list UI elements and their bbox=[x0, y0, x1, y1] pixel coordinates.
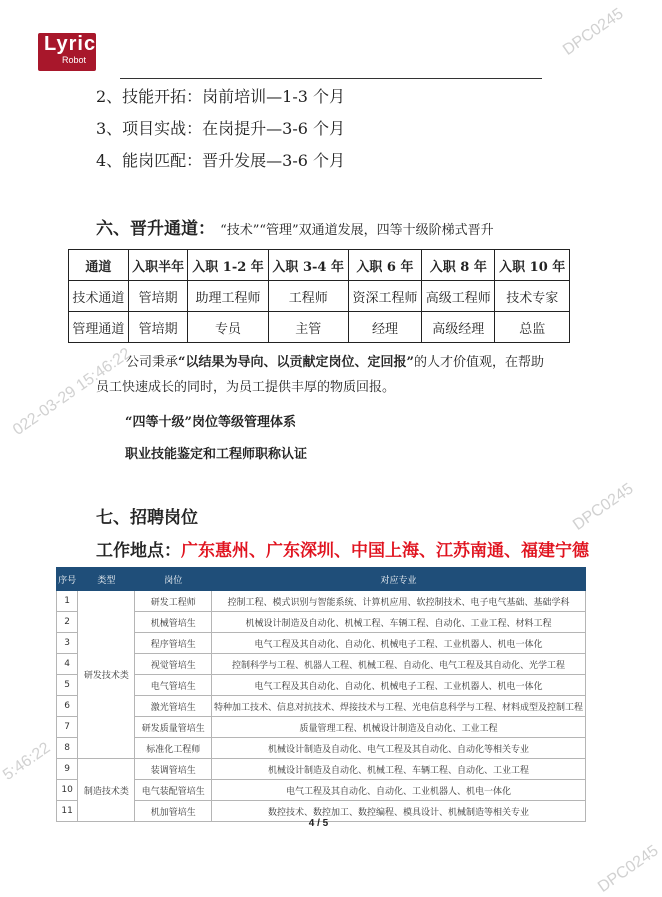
promotion-table-header bbox=[69, 250, 570, 281]
promo-cell: 管理通道 bbox=[69, 312, 129, 343]
job-majors: 机械设计制造及自动化、电气工程及其自动化、自动化等相关专业 bbox=[211, 738, 585, 759]
row-number: 8 bbox=[57, 738, 78, 759]
row-number: 1 bbox=[57, 591, 78, 612]
table-row bbox=[57, 675, 586, 696]
promo-cell: 管培期 bbox=[128, 312, 188, 343]
promo-cell: 技术专家 bbox=[495, 281, 570, 312]
promo-cell: 助理工程师 bbox=[188, 281, 268, 312]
promo-cell: 高级经理 bbox=[422, 312, 495, 343]
jobs-header-cell: 对应专业 bbox=[211, 568, 585, 591]
job-position: 机加管培生 bbox=[135, 801, 212, 822]
section-6-heading bbox=[96, 218, 494, 240]
work-location-value: 广东惠州、广东深圳、中国上海、江苏南通、福建宁德 bbox=[181, 541, 589, 561]
job-position: 程序管培生 bbox=[135, 633, 212, 654]
row-number: 10 bbox=[57, 780, 78, 801]
promo-header-cell: 入职 10 年 bbox=[495, 250, 570, 281]
work-location-label: 工作地点： bbox=[96, 541, 181, 561]
job-majors: 特种加工技术、信息对抗技术、焊接技术与工程、光电信息科学与工程、材料成型及控制工程 bbox=[211, 696, 585, 717]
jobs-header-cell: 岗位 bbox=[135, 568, 212, 591]
promo-cell: 专员 bbox=[188, 312, 268, 343]
training-step: 2、技能开拓：岗前培训—1-3 个月 bbox=[96, 87, 346, 106]
job-position: 装调管培生 bbox=[135, 759, 212, 780]
promotion-table-row bbox=[69, 312, 570, 343]
row-number: 4 bbox=[57, 654, 78, 675]
job-position: 研发质量管培生 bbox=[135, 717, 212, 738]
logo-subtitle: Robot bbox=[62, 55, 87, 65]
job-majors: 机械设计制造及自动化、机械工程、车辆工程、自动化、工业工程、材料工程 bbox=[211, 612, 585, 633]
job-position: 电气管培生 bbox=[135, 675, 212, 696]
job-category: 研发技术类 bbox=[78, 591, 135, 759]
row-number: 2 bbox=[57, 612, 78, 633]
row-number: 9 bbox=[57, 759, 78, 780]
training-step: 3、项目实战：在岗提升—3-6 个月 bbox=[96, 119, 346, 138]
promo-cell: 资深工程师 bbox=[348, 281, 421, 312]
values-paragraph bbox=[126, 351, 566, 375]
values-highlight: “以结果为导向、以贡献定岗位、定回报” bbox=[178, 355, 414, 370]
watermark: 022-03-29 15:46:22 bbox=[10, 344, 135, 439]
section-6-subtitle: “技术”“管理”双通道发展，四等十级阶梯式晋升 bbox=[220, 223, 494, 238]
job-majors: 电气工程及其自动化、自动化、工业机器人、机电一体化 bbox=[211, 780, 585, 801]
promo-header-cell: 入职半年 bbox=[128, 250, 188, 281]
job-position: 机械管培生 bbox=[135, 612, 212, 633]
table-row bbox=[57, 612, 586, 633]
job-majors: 控制科学与工程、机器人工程、机械工程、自动化、电气工程及其自动化、光学工程 bbox=[211, 654, 585, 675]
job-position: 电气装配管培生 bbox=[135, 780, 212, 801]
table-row bbox=[57, 780, 586, 801]
row-number: 3 bbox=[57, 633, 78, 654]
values-suffix: 的人才价值观，在帮助 bbox=[413, 355, 544, 370]
promo-header-cell: 入职 8 年 bbox=[422, 250, 495, 281]
promo-cell: 管培期 bbox=[128, 281, 188, 312]
job-position: 研发工程师 bbox=[135, 591, 212, 612]
values-prefix: 公司秉承 bbox=[126, 355, 179, 370]
section-7-title: 七、招聘岗位 bbox=[96, 508, 198, 528]
job-position: 激光管培生 bbox=[135, 696, 212, 717]
row-number: 5 bbox=[57, 675, 78, 696]
job-majors: 控制工程、模式识别与智能系统、计算机应用、软控制技术、电子电气基础、基础学科 bbox=[211, 591, 585, 612]
jobs-header-cell: 序号 bbox=[57, 568, 78, 591]
section-6-title: 六、晋升通道： bbox=[96, 219, 215, 239]
promo-header-cell: 通道 bbox=[69, 250, 129, 281]
promo-cell: 经理 bbox=[348, 312, 421, 343]
job-category: 制造技术类 bbox=[78, 759, 135, 822]
values-paragraph-line2: 员工快速成长的同时，为员工提供丰厚的物质回报。 bbox=[96, 380, 396, 395]
promotion-table-row bbox=[69, 281, 570, 312]
work-location bbox=[96, 540, 589, 562]
promo-cell: 总监 bbox=[495, 312, 570, 343]
promo-cell: 工程师 bbox=[268, 281, 348, 312]
table-row bbox=[57, 591, 586, 612]
promo-cell: 高级工程师 bbox=[422, 281, 495, 312]
job-majors: 机械设计制造及自动化、机械工程、车辆工程、自动化、工业工程 bbox=[211, 759, 585, 780]
watermark: DPC0245 bbox=[595, 842, 662, 896]
promo-header-cell: 入职 1-2 年 bbox=[188, 250, 268, 281]
promo-cell: 技术通道 bbox=[69, 281, 129, 312]
table-row bbox=[57, 717, 586, 738]
jobs-header-cell: 类型 bbox=[78, 568, 135, 591]
header-divider bbox=[120, 78, 542, 79]
job-majors: 电气工程及其自动化、自动化、机械电子工程、工业机器人、机电一体化 bbox=[211, 633, 585, 654]
table-row bbox=[57, 654, 586, 675]
page-number: 4 / 5 bbox=[308, 818, 329, 829]
recruitment-table bbox=[56, 567, 586, 822]
row-number: 6 bbox=[57, 696, 78, 717]
table-row bbox=[57, 696, 586, 717]
table-row bbox=[57, 759, 586, 780]
job-position: 视觉管培生 bbox=[135, 654, 212, 675]
row-number: 7 bbox=[57, 717, 78, 738]
promo-cell: 主管 bbox=[268, 312, 348, 343]
job-position: 标准化工程师 bbox=[135, 738, 212, 759]
row-number: 11 bbox=[57, 801, 78, 822]
grading-system-line: “四等十级”岗位等级管理体系 bbox=[125, 415, 296, 430]
job-majors: 电气工程及其自动化、自动化、机械电子工程、工业机器人、机电一体化 bbox=[211, 675, 585, 696]
promotion-table bbox=[68, 249, 570, 343]
watermark: 5:46:22 bbox=[0, 739, 54, 784]
training-step: 4、能岗匹配：晋升发展—3-6 个月 bbox=[96, 151, 346, 170]
logo-wordmark: Lyric bbox=[44, 33, 97, 55]
certification-line: 职业技能鉴定和工程师职称认证 bbox=[125, 447, 308, 462]
table-row bbox=[57, 633, 586, 654]
table-row bbox=[57, 738, 586, 759]
job-majors: 质量管理工程、机械设计制造及自动化、工业工程 bbox=[211, 717, 585, 738]
job-majors: 数控技术、数控加工、数控编程、模具设计、机械制造等相关专业 bbox=[211, 801, 585, 822]
recruitment-table-header bbox=[57, 568, 586, 591]
watermark: DPC0245 bbox=[570, 480, 637, 534]
promo-header-cell: 入职 6 年 bbox=[348, 250, 421, 281]
promo-header-cell: 入职 3-4 年 bbox=[268, 250, 348, 281]
watermark: DPC0245 bbox=[560, 5, 627, 59]
